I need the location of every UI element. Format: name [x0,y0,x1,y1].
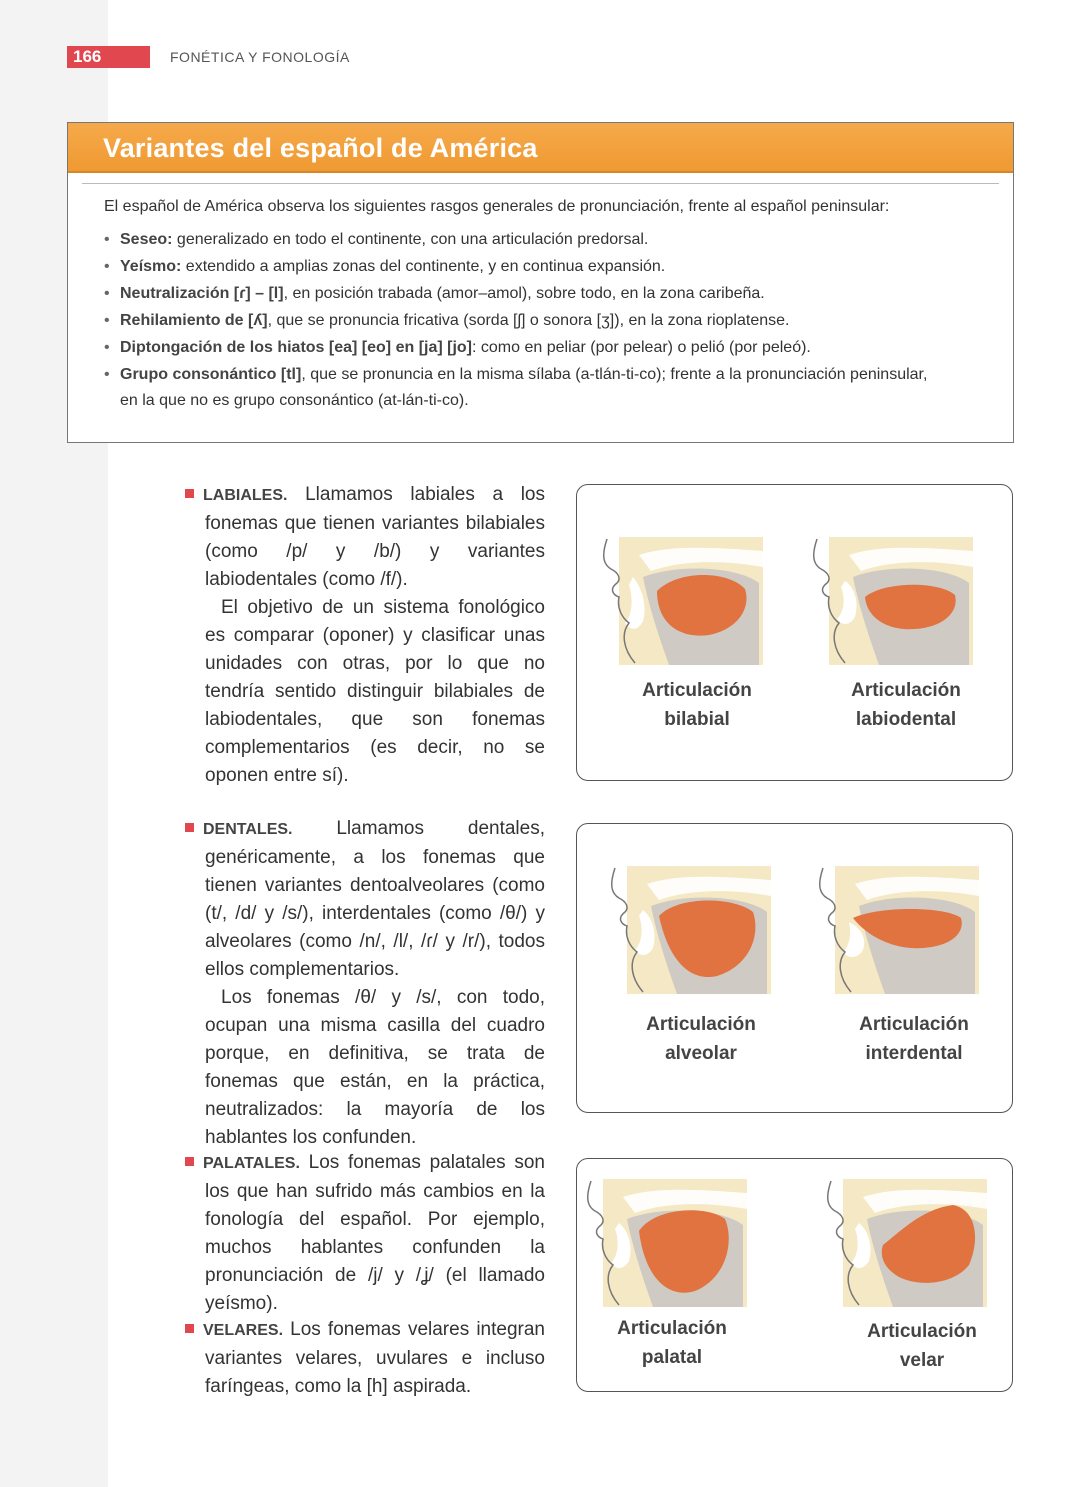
item-term: Neutralización [ɾ] – [l] [120,285,284,302]
section-labiales [185,481,545,790]
palatal-diagram [583,1179,747,1307]
caption-line: Articulación [867,1321,977,1342]
section-velares [185,1316,545,1401]
section-dentales [185,815,545,1152]
item-text: extendido a amplias zonas del continente, y en continua expansión. [181,258,666,275]
figure-caption [821,676,991,734]
item-text: : como en peliar (por pelear) o pelió (por peleó). [472,339,811,356]
list-item: • Grupo consonántico [tl], que se pronuncia en la misma sílaba (a-tlán-ti-co); frente a la pronunciación peninsular, en la que no es grupo consonántico (at-lán-ti-co). [104,361,983,413]
caption-line: Articulación [859,1014,969,1035]
item-term: Grupo consonántico [tl] [120,366,302,383]
section-paragraph: Los fonemas palatales son los que han sufrido más cambios en la fonología del español. Por ejemplo, muchos hablantes confunden la pronunciación de /j/ y /ʝ/ (el llamado yeísmo). [205,1152,545,1314]
page-number: 166 [67,46,150,68]
caption-line: Articulación [617,1318,727,1339]
section-label: VELARES. [203,1322,284,1339]
figure-caption [829,1010,999,1068]
caption-line: Articulación [646,1014,756,1035]
info-box-intro: El español de América observa los siguientes rasgos generales de pronunciación, frente al español peninsular: [104,198,890,215]
section-paragraph: El objetivo de un sistema fonológico es comparar (oponer) y clasificar unas unidades con otras, por lo que no tendría sentido distinguir bilabiales de labiodentales, que son fonemas complementarios (es decir, no se oponen entre sí). [205,597,545,786]
item-text: generalizado en todo el continente, con una articulación predorsal. [172,231,649,248]
bullet-square-icon [185,489,194,498]
item-term: Diptongación de los hiatos [ea] [eo] en [ja] [jo] [120,339,473,356]
section-paragraph: Los fonemas /θ/ y /s/, con todo, ocupan una misma casilla del cuadro porque, en definitiva, se trata de fonemas que están, en la práctica, neutralizados: la mayoría de los hablantes los confunden. [205,987,545,1148]
caption-line: Articulación [642,680,752,701]
velar-diagram [823,1179,987,1307]
section-paragraph: Los fonemas velares integran variantes velares, uvulares e incluso faríngeas, como la [h] aspirada. [205,1319,545,1397]
section-palatales [185,1149,545,1318]
item-text: , que se pronuncia en la misma sílaba (a-tlán-ti-co); frente a la pronunciación peninsular, [301,366,928,383]
info-box [67,122,1014,443]
item-continuation: en la que no es grupo consonántico (at-lán-ti-co). [120,392,469,409]
alveolar-diagram [607,866,771,994]
info-box-divider [82,183,999,184]
list-item: • Diptongación de los hiatos [ea] [eo] en [ja] [jo]: como en peliar (por pelear) o pelió (por peleó). [104,339,811,356]
item-text: , que se pronuncia fricativa (sorda [ʃ] o sonora [ʒ]), en la zona rioplatense. [267,312,790,329]
figure-caption [587,1314,757,1372]
caption-line: bilabial [664,709,730,730]
section-label: PALATALES. [203,1155,300,1172]
caption-line: alveolar [665,1043,737,1064]
labiodental-diagram [809,537,973,665]
section-paragraph: Llamamos labiales a los fonemas que tienen variantes bilabiales (como /p/ y /b/) y variantes labiodentales (como /f/). [205,484,545,590]
section-label: LABIALES. [203,487,288,504]
figure-caption [612,676,782,734]
list-item: • Rehilamiento de [ʎ], que se pronuncia fricativa (sorda [ʃ] o sonora [ʒ]), en la zona rioplatense. [104,312,790,329]
list-item: • Yeísmo: extendido a amplias zonas del continente, y en continua expansión. [104,258,666,275]
bullet-square-icon [185,1324,194,1333]
running-title: FONÉTICA Y FONOLOGÍA [170,49,350,65]
list-item: • Neutralización [ɾ] – [l], en posición trabada (amor–amol), sobre todo, en la zona caribeña. [104,285,765,302]
caption-line: velar [899,1350,945,1371]
caption-line: labiodental [855,709,957,730]
figure-box-labiales [576,484,1013,781]
section-label: DENTALES. [203,821,293,838]
item-term: Rehilamiento de [ʎ] [120,312,268,329]
bilabial-diagram [599,537,763,665]
item-text: , en posición trabada (amor–amol), sobre todo, en la zona caribeña. [283,285,765,302]
list-item: • Seseo: generalizado en todo el continente, con una articulación predorsal. [104,231,649,248]
item-term: Yeísmo: [120,258,182,275]
info-box-list [104,226,983,413]
caption-line: interdental [865,1043,963,1064]
section-paragraph: Llamamos dentales, genéricamente, a los fonemas que tienen variantes dentoalveolares (como (t/, /d/ y /s/), interdentales (como /θ/) y alveolares (como /n/, /l/, /ɾ/ y /r/), todos ellos complementarios. [205,818,545,980]
figure-caption [837,1317,1007,1375]
figure-box-dentales [576,823,1013,1113]
figure-caption [616,1010,786,1068]
caption-line: palatal [641,1347,703,1368]
item-term: Seseo: [120,231,173,248]
caption-line: Articulación [851,680,961,701]
bullet-square-icon [185,1157,194,1166]
info-box-title: Variantes del español de América [68,123,1013,173]
bullet-square-icon [185,823,194,832]
interdental-diagram [815,866,979,994]
figure-box-palatales-velares [576,1158,1013,1392]
